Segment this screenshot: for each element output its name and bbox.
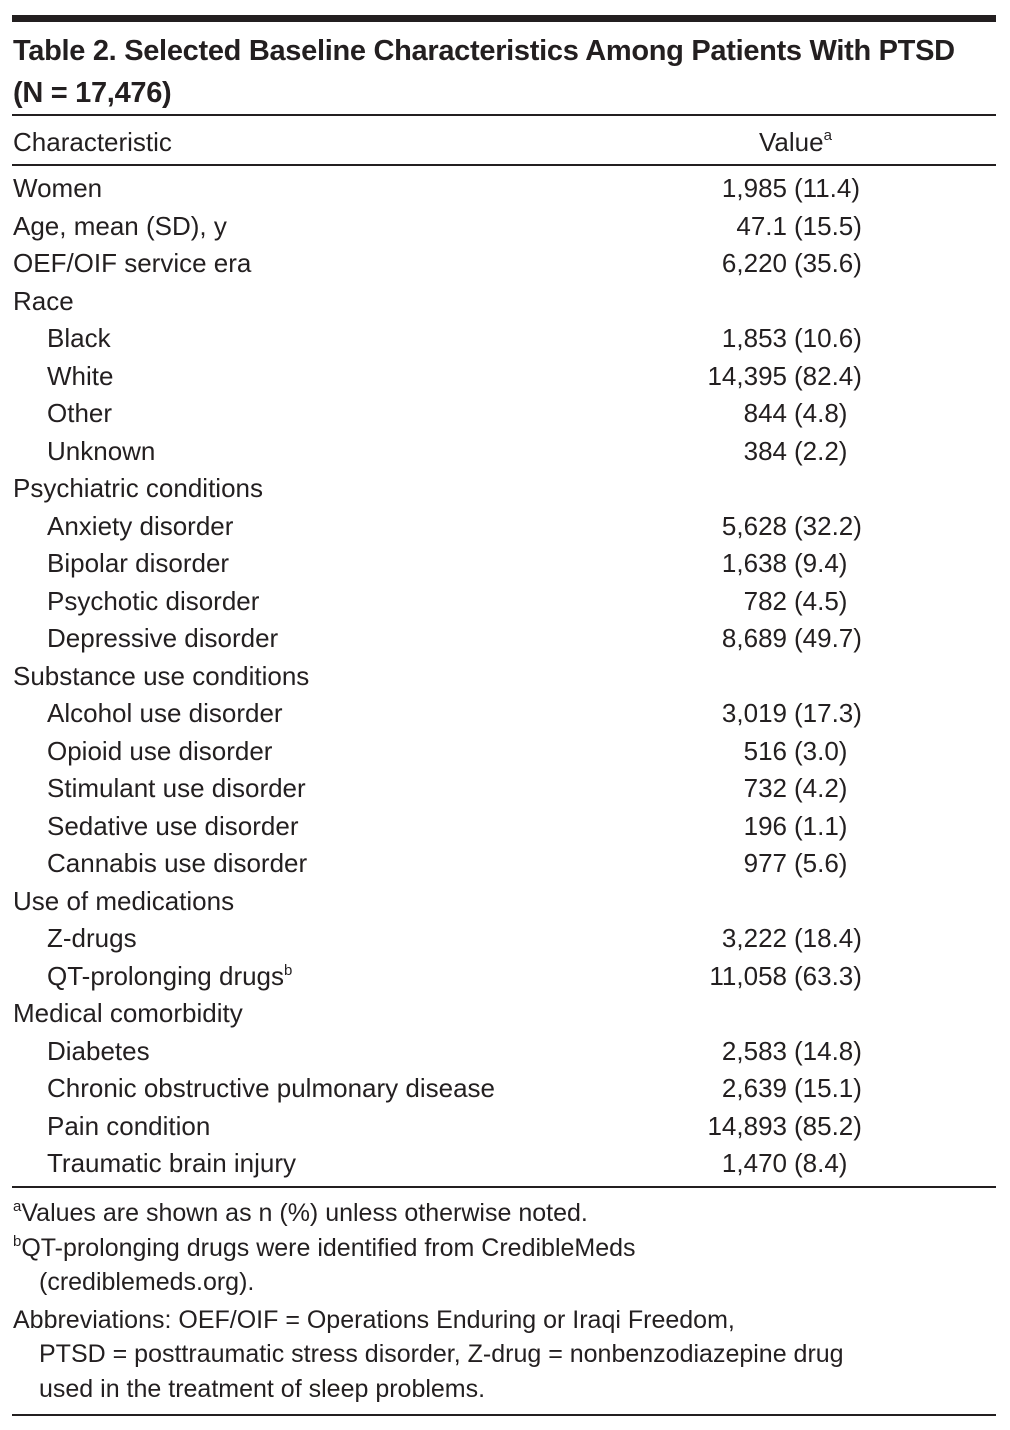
bottom-rule (12, 1414, 996, 1416)
row-count: 2,639 (721, 1073, 787, 1103)
row-label-text: Chronic obstructive pulmonary disease (47, 1073, 495, 1103)
table-row-category (13, 995, 993, 1033)
table-row (13, 433, 993, 471)
row-label-text: QT-prolonging drugs (47, 960, 285, 991)
row-label-text: Substance use conditions (13, 660, 310, 691)
row-label (13, 208, 227, 246)
row-label (47, 545, 229, 583)
row-count: 384 (743, 435, 787, 466)
row-label (13, 170, 102, 208)
row-percent: (11.4) (794, 173, 860, 203)
table-row (13, 733, 993, 771)
footnote-b (13, 1231, 993, 1266)
table-body (13, 170, 993, 1183)
table-row-category (13, 883, 993, 921)
table-row (13, 1070, 993, 1108)
row-label-text: Stimulant use disorder (47, 773, 306, 803)
row-label (47, 770, 306, 808)
table-row-category (13, 208, 993, 246)
table-row (13, 1108, 993, 1146)
row-percent: (35.6) (794, 248, 862, 278)
row-count: 47.1 (736, 210, 787, 241)
row-count: 2,583 (721, 1035, 787, 1066)
row-percent: (4.2) (794, 773, 848, 803)
table-row (13, 808, 993, 846)
row-label (13, 658, 309, 696)
row-count: 844 (743, 398, 787, 428)
row-label-text: OEF/OIF service era (13, 248, 252, 278)
row-count: 6,220 (721, 248, 787, 278)
row-percent: (10.6) (794, 323, 862, 353)
title-rule (12, 114, 996, 116)
row-percent: (14.8) (794, 1035, 862, 1066)
row-label-text: Unknown (47, 435, 156, 466)
header-rule (12, 164, 996, 166)
row-label (47, 808, 298, 846)
row-count: 14,395 (707, 360, 787, 391)
row-count: 14,893 (707, 1110, 787, 1141)
row-label-text: Bipolar disorder (47, 548, 230, 578)
row-label-text: Cannabis use disorder (47, 848, 308, 878)
row-count: 1,638 (721, 548, 787, 578)
row-count: 1,985 (721, 173, 787, 203)
row-percent: (15.1) (794, 1073, 862, 1103)
abbreviations-continued: PTSD = posttraumatic stress disorder, Z-drug = nonbenzodiazepine drug (39, 1340, 844, 1368)
row-count: 516 (743, 735, 787, 766)
abbreviations: Abbreviations: OEF/OIF = Operations Enduring or Iraqi Freedom, (13, 1305, 735, 1334)
row-percent: (32.2) (794, 510, 862, 541)
header-characteristic: Characteristic (13, 127, 172, 157)
row-percent: (1.1) (794, 810, 848, 841)
row-label (47, 920, 137, 958)
row-label (13, 245, 251, 283)
row-label (47, 508, 233, 546)
row-label (47, 1033, 150, 1071)
row-label-text: Psychotic disorder (47, 585, 260, 616)
table-title: Table 2. Selected Baseline Characteristics Among Patients With PTSD (N = 17,476) (13, 35, 955, 109)
header-value-footnote-mark: a (823, 127, 832, 144)
row-percent: (17.3) (794, 698, 862, 728)
table-row (13, 395, 993, 433)
row-percent: (2.2) (794, 435, 848, 466)
row-count: 732 (743, 773, 787, 803)
row-count: 782 (743, 585, 787, 616)
table-row (13, 770, 993, 808)
table-row-category (13, 283, 993, 321)
row-label (47, 358, 113, 396)
footnote-b-text: QT-prolonging drugs were identified from CredibleMeds (21, 1233, 636, 1262)
row-label-text: Z-drugs (47, 923, 137, 953)
table-row-category (13, 245, 993, 283)
row-label (13, 470, 263, 508)
row-label-text: Other (47, 398, 113, 428)
row-label-text: White (47, 360, 114, 391)
table-row (13, 958, 993, 996)
row-count: 196 (743, 810, 787, 841)
row-label (47, 1145, 296, 1183)
row-label-text: Opioid use disorder (47, 735, 273, 766)
row-percent: (82.4) (794, 360, 862, 391)
table-row-category (13, 170, 993, 208)
row-percent: (15.5) (794, 210, 862, 241)
table-row (13, 508, 993, 546)
header-value-label: Value (759, 127, 824, 157)
abbreviations-continued-2: used in the treatment of sleep problems. (39, 1374, 486, 1403)
row-label (47, 845, 307, 883)
row-count: 11,058 (709, 960, 787, 991)
row-percent: (63.3) (794, 960, 862, 991)
header-value (759, 124, 832, 160)
row-label-text: Race (13, 285, 74, 316)
table-row (13, 583, 993, 621)
row-count: 5,628 (721, 510, 787, 541)
row-percent: (85.2) (794, 1110, 862, 1141)
row-count: 1,853 (721, 323, 787, 353)
row-label (47, 958, 292, 996)
top-thick-rule (12, 15, 996, 22)
footnote-a (13, 1196, 993, 1231)
table-row (13, 695, 993, 733)
row-percent: (5.6) (794, 848, 848, 878)
row-label-text: Anxiety disorder (47, 510, 234, 541)
row-percent: (3.0) (794, 735, 848, 766)
row-label (47, 1108, 210, 1146)
row-label (13, 283, 74, 321)
footnote-b-continued: (crediblemeds.org). (39, 1268, 255, 1296)
row-label (47, 695, 283, 733)
row-label-text: Traumatic brain injury (47, 1148, 297, 1178)
row-count: 3,222 (721, 923, 787, 953)
row-label (47, 320, 111, 358)
table-row (13, 1033, 993, 1071)
row-percent: (18.4) (794, 923, 862, 953)
row-label-text: Pain condition (47, 1110, 211, 1141)
row-label (13, 995, 243, 1033)
row-label-text: Medical comorbidity (13, 998, 243, 1028)
row-label-text: Age, mean (SD), y (13, 210, 227, 241)
row-label (47, 1070, 495, 1108)
row-label-text: Alcohol use disorder (47, 698, 283, 728)
row-count: 8,689 (721, 623, 787, 653)
row-percent: (8.4) (794, 1148, 848, 1178)
row-label-text: Diabetes (47, 1035, 150, 1066)
table-row (13, 1145, 993, 1183)
row-percent: (4.5) (794, 585, 848, 616)
table-row (13, 620, 993, 658)
footnotes (13, 1196, 993, 1406)
row-label (47, 733, 272, 771)
row-label-text: Psychiatric conditions (13, 473, 263, 503)
row-label (13, 883, 234, 921)
row-label-text: Use of medications (13, 885, 235, 916)
row-count: 3,019 (721, 698, 787, 728)
row-count: 977 (743, 848, 787, 878)
row-count: 1,470 (721, 1148, 787, 1178)
table-row (13, 358, 993, 396)
table-bottom-rule (12, 1186, 996, 1188)
row-label (47, 433, 155, 471)
row-label (47, 620, 278, 658)
row-percent: (49.7) (794, 623, 862, 653)
footnote-a-text: Values are shown as n (%) unless otherwise noted. (21, 1199, 588, 1227)
footnote-mark: b (284, 961, 293, 979)
row-label-text: Women (13, 173, 103, 203)
table-row (13, 545, 993, 583)
row-label-text: Sedative use disorder (47, 810, 299, 841)
table-row (13, 845, 993, 883)
table-row-category (13, 470, 993, 508)
table-row-category (13, 658, 993, 696)
row-percent: (4.8) (794, 398, 848, 428)
footnote-b-mark: b (13, 1232, 22, 1250)
row-label (47, 583, 259, 621)
table-row (13, 320, 993, 358)
footnote-a-mark: a (13, 1198, 22, 1215)
row-percent: (9.4) (794, 548, 848, 578)
row-label-text: Black (47, 323, 111, 353)
row-label (47, 395, 112, 433)
table-row (13, 920, 993, 958)
row-label-text: Depressive disorder (47, 623, 279, 653)
